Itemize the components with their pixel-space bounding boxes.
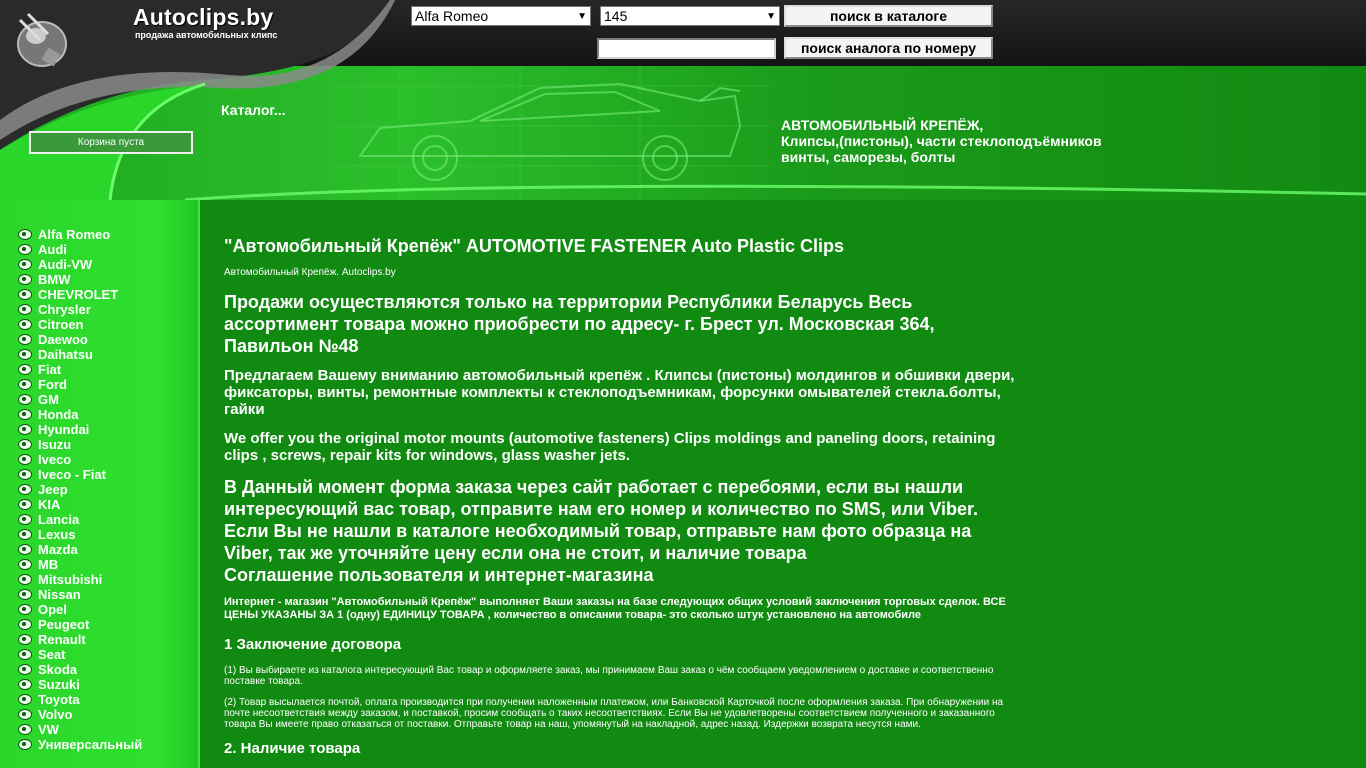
sidebar-item-label: Alfa Romeo — [38, 227, 111, 242]
section-2-title: 2. Наличие товара — [224, 740, 361, 757]
sidebar-item-label: Iveco — [38, 452, 72, 467]
sidebar-item-brand[interactable] — [18, 542, 142, 557]
sidebar-item-brand[interactable] — [18, 527, 142, 542]
brand-list — [18, 227, 142, 752]
chevron-down-icon: ▼ — [766, 10, 776, 22]
bullet-icon — [18, 409, 32, 420]
terms-intro: Интернет - магазин "Автомобильный Крепёж" выполняет Ваши заказы на базе следующих общих условий заключения торговых сделок. ВСЕ ЦЕНЫ УКАЗАНЫ ЗА 1 (одну) ЕДИНИЦУ ТОВАРА , количество в описании товара- это сколько штук установлено на автомобиле — [224, 596, 1006, 621]
bullet-icon — [18, 424, 32, 435]
bullet-icon — [18, 529, 32, 540]
chevron-down-icon: ▼ — [577, 10, 587, 22]
sidebar-item-label: Skoda — [38, 662, 78, 677]
bullet-icon — [18, 259, 32, 270]
sidebar-item-brand[interactable] — [18, 272, 142, 287]
bullet-icon — [18, 619, 32, 630]
sidebar-item-brand[interactable] — [18, 302, 142, 317]
bullet-icon — [18, 664, 32, 675]
make-select-value: Alfa Romeo — [415, 8, 489, 24]
sidebar-item-label: Lexus — [38, 527, 76, 542]
sidebar-item-label: Isuzu — [38, 437, 72, 452]
sidebar-item-brand[interactable] — [18, 287, 142, 302]
sidebar-item-label: Suzuki — [38, 677, 80, 692]
sidebar-item-label: Ford — [38, 377, 67, 392]
sidebar-item-brand[interactable] — [18, 392, 142, 407]
sidebar-item-brand[interactable] — [18, 482, 142, 497]
sidebar-item-brand[interactable] — [18, 332, 142, 347]
sidebar-item-label: Audi — [38, 242, 67, 257]
sidebar-item-label: Mitsubishi — [38, 572, 103, 587]
sidebar-item-brand[interactable] — [18, 227, 142, 242]
bullet-icon — [18, 349, 32, 360]
tagline-line: Клипсы,(пистоны), части стеклоподъёмников — [781, 133, 1102, 149]
sidebar-item-label: Daihatsu — [38, 347, 93, 362]
sidebar-item-label: Seat — [38, 647, 66, 662]
sidebar-item-label: CHEVROLET — [38, 287, 119, 302]
sidebar-item-brand[interactable] — [18, 422, 142, 437]
sidebar-item-brand[interactable] — [18, 497, 142, 512]
sidebar-item-label: Jeep — [38, 482, 68, 497]
sidebar-item-label: Lancia — [38, 512, 80, 527]
bullet-icon — [18, 679, 32, 690]
bullet-icon — [18, 499, 32, 510]
sidebar-item-brand[interactable] — [18, 437, 142, 452]
catalog-link[interactable]: Каталог... — [221, 102, 286, 118]
offer-en: We offer you the original motor mounts (automotive fasteners) Clips moldings and paneling doors, retaining clips , screws, repair kits for windows, glass washer jets. — [224, 430, 996, 464]
bullet-icon — [18, 724, 32, 735]
sales-notice: Продажи осуществляются только на территории Республики Беларусь Весь ассортимент товара можно приобрести по адресу- г. Брест ул. Московская 364, Павильон №48 — [224, 292, 935, 356]
analog-search-button[interactable]: поиск аналога по номеру — [784, 37, 993, 59]
sidebar-item-brand[interactable] — [18, 602, 142, 617]
sidebar-item-brand[interactable] — [18, 737, 142, 752]
sidebar-item-label: Nissan — [38, 587, 81, 602]
sidebar-item-label: Volvo — [38, 707, 73, 722]
part-number-input[interactable] — [597, 38, 776, 59]
sidebar-item-brand[interactable] — [18, 467, 142, 482]
breadcrumb: Автомобильный Крепёж. Autoclips.by — [224, 267, 396, 278]
sidebar-item-brand[interactable] — [18, 662, 142, 677]
bullet-icon — [18, 559, 32, 570]
bullet-icon — [18, 229, 32, 240]
bullet-icon — [18, 544, 32, 555]
sidebar-item-brand[interactable] — [18, 572, 142, 587]
sidebar-item-label: Peugeot — [38, 617, 90, 632]
bullet-icon — [18, 484, 32, 495]
sidebar-item-label: Универсальный — [38, 737, 143, 752]
bullet-icon — [18, 634, 32, 645]
agreement-title: Соглашение пользователя и интернет-магазина — [224, 565, 654, 585]
sidebar-item-label: Toyota — [38, 692, 80, 707]
tagline — [781, 117, 1141, 165]
sidebar-item-brand[interactable] — [18, 512, 142, 527]
sidebar-item-label: Honda — [38, 407, 79, 422]
cart-status-button[interactable]: Корзина пуста — [29, 131, 193, 154]
section-1-title: 1 Заключение договора — [224, 636, 402, 653]
tagline-line: АВТОМОБИЛЬНЫЙ КРЕПЁЖ, — [781, 117, 984, 133]
sidebar-item-brand[interactable] — [18, 692, 142, 707]
sidebar-item-brand[interactable] — [18, 452, 142, 467]
sidebar-item-label: Daewoo — [38, 332, 88, 347]
bullet-icon — [18, 289, 32, 300]
bullet-icon — [18, 739, 32, 750]
sidebar-item-label: VW — [38, 722, 59, 737]
bullet-icon — [18, 394, 32, 405]
sidebar-item-label: Renault — [38, 632, 86, 647]
model-select-value: 145 — [604, 8, 628, 24]
sidebar-item-label: MB — [38, 557, 59, 572]
bullet-icon — [18, 574, 32, 585]
sidebar — [0, 200, 200, 768]
sidebar-item-brand[interactable] — [18, 377, 142, 392]
sidebar-item-brand[interactable] — [18, 557, 142, 572]
tagline-line: винты, саморезы, болты — [781, 149, 956, 165]
bullet-icon — [18, 694, 32, 705]
bullet-icon — [18, 439, 32, 450]
sidebar-item-label: KIA — [38, 497, 61, 512]
bullet-icon — [18, 649, 32, 660]
sidebar-item-label: Fiat — [38, 362, 62, 377]
bullet-icon — [18, 274, 32, 285]
bullet-icon — [18, 244, 32, 255]
sidebar-item-brand[interactable] — [18, 347, 142, 362]
sidebar-item-brand[interactable] — [18, 407, 142, 422]
offer-ru: Предлагаем Вашему вниманию автомобильный крепёж . Клипсы (пистоны) молдингов и обшивки двери, фиксаторы, винты, ремонтные комплекты к стеклоподъемникам, форсунки омывателей стекла.болты, гайки — [224, 367, 1015, 418]
bullet-icon — [18, 454, 32, 465]
make-select[interactable] — [411, 6, 591, 26]
sidebar-item-label: Citroen — [38, 317, 84, 332]
sidebar-item-label: BMW — [38, 272, 71, 287]
bullet-icon — [18, 379, 32, 390]
sidebar-item-label: Mazda — [38, 542, 78, 557]
bullet-icon — [18, 469, 32, 480]
bullet-icon — [18, 319, 32, 330]
sidebar-item-brand[interactable] — [18, 617, 142, 632]
section-1-paragraph-2: (2) Товар высылается почтой, оплата производится при получении наложенным платежом, или Банковской Карточкой после оформления заказа. При обнаружении на почте несоответствия между заказом, и поставкой, просим сообщать о таких несоответствиях. Если Вы не удовлетворены соответствием полученного и заказанного товара Вы имеете право отказаться от поставки. Отправьте товар на наш, упомянутый на накладной, адрес назад. Издержки возврата несутся нами. — [224, 697, 1004, 730]
sidebar-item-brand[interactable] — [18, 362, 142, 377]
main-content — [224, 235, 1024, 768]
sidebar-item-brand[interactable] — [18, 677, 142, 692]
sidebar-item-label: Chrysler — [38, 302, 91, 317]
sidebar-item-brand[interactable] — [18, 242, 142, 257]
page-title: "Автомобильный Крепёж" AUTOMOTIVE FASTENER Auto Plastic Clips — [224, 236, 844, 256]
sidebar-item-label: Audi-VW — [38, 257, 93, 272]
bullet-icon — [18, 709, 32, 720]
sidebar-item-label: Opel — [38, 602, 67, 617]
bullet-icon — [18, 304, 32, 315]
sidebar-item-label: Hyundai — [38, 422, 90, 437]
bullet-icon — [18, 334, 32, 345]
sidebar-item-brand[interactable] — [18, 587, 142, 602]
bullet-icon — [18, 364, 32, 375]
section-1-paragraph-1: (1) Вы выбираете из каталога интересующий Вас товар и оформляете заказ, мы принимаем Ваш заказ о чём сообщаем уведомлением о доставке и соответственно поставке товара. — [224, 665, 994, 687]
sidebar-item-brand[interactable] — [18, 257, 142, 272]
bullet-icon — [18, 589, 32, 600]
sidebar-item-brand[interactable] — [18, 707, 142, 722]
sidebar-item-label: GM — [38, 392, 59, 407]
sidebar-item-brand[interactable] — [18, 632, 142, 647]
model-select[interactable] — [600, 6, 780, 26]
site-subtitle: продажа автомобильных клипс — [135, 30, 278, 40]
site-title: Autoclips.by — [133, 4, 274, 30]
sidebar-item-label: Iveco - Fiat — [38, 467, 106, 482]
bullet-icon — [18, 604, 32, 615]
order-notice: В Данный момент форма заказа через сайт работает с перебоями, если вы нашли интересующий вас товар, отправите нам его номер и количество по SMS, или Viber. Если Вы не нашли в каталоге необходимый товар, отправьте нам фото образца на Viber, так же уточняйте цену если она не стоит, и наличие товара — [224, 477, 979, 563]
sidebar-item-brand[interactable] — [18, 722, 142, 737]
sidebar-item-brand[interactable] — [18, 317, 142, 332]
sidebar-item-brand[interactable] — [18, 647, 142, 662]
catalog-search-button[interactable]: поиск в каталоге — [784, 5, 993, 27]
bullet-icon — [18, 514, 32, 525]
